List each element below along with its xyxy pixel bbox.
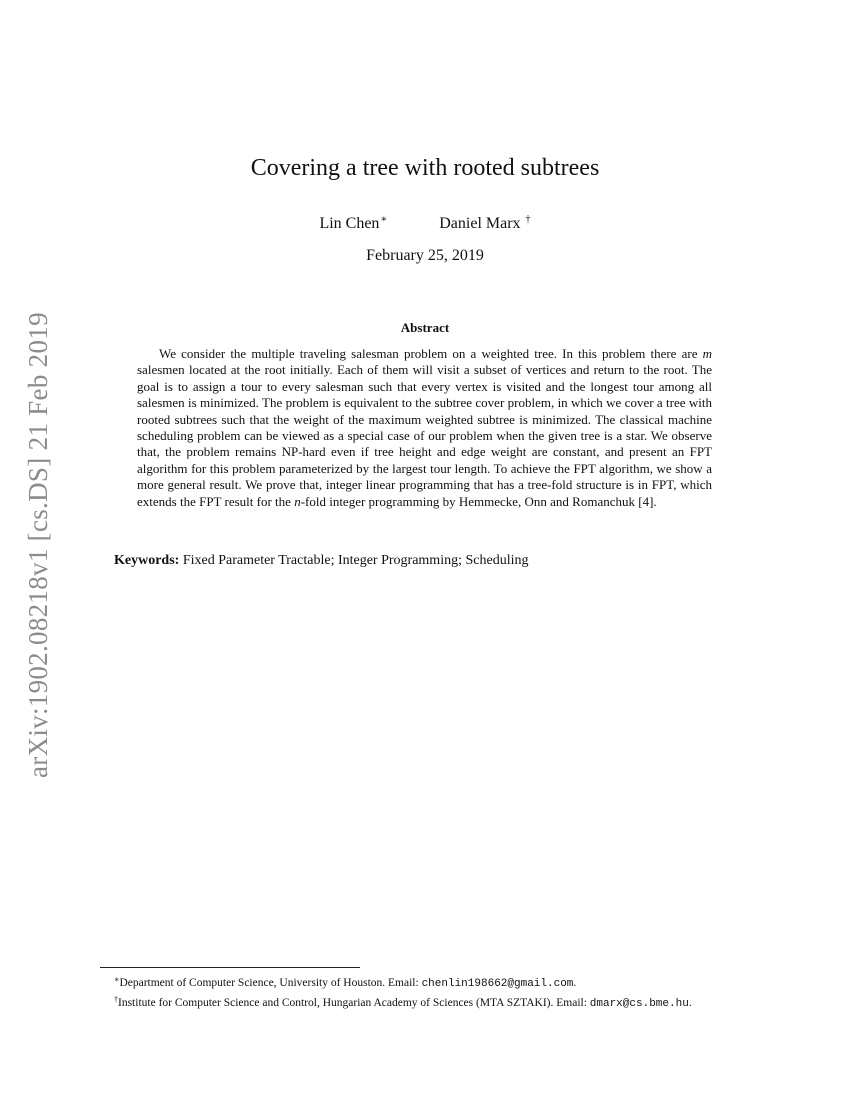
abstract-text [137,346,712,510]
abstract-part: We consider the multiple traveling salesman problem on a weighted tree. In this problem there are [159,346,703,361]
author-list [0,209,850,235]
footnote-rule [100,967,360,968]
math-variable-n: n [294,493,301,509]
arxiv-sidebar [18,298,58,778]
paper-title: Covering a tree with rooted subtrees [250,155,600,181]
author-lin-chen [319,209,387,235]
footnote-mark: ∗ [114,975,120,984]
author-daniel-marx [439,209,530,235]
author-name: Daniel Marx [439,215,521,232]
keywords-label: Keywords: [114,553,180,568]
footnote-mark[interactable]: † [525,214,531,225]
email-link[interactable]: chenlin198662@gmail.com [421,978,574,990]
abstract-part: -fold integer programming by Hemmecke, Onn and Romanchuk [4]. [300,493,657,509]
footnotes [114,972,814,1012]
footnote-end: . [688,997,692,1009]
math-variable-m: m [702,346,712,361]
footnote-text: Department of Computer Science, University of Houston. Email: [119,977,422,989]
keywords-text: Fixed Parameter Tractable; Integer Programming; Scheduling [179,553,529,568]
author-name: Lin Chen [319,215,380,232]
abstract-part: salesmen located at the root initially. Each of them will visit a subset of vertices and return to the root. The goal is to assign a tour to every salesman such that every vertex is visited and the longest tour among all salesmen is minimized. The problem is equivalent to the subtree cover problem, in which we cover a tree with rooted subtrees such that the weight of the maximum weighted subtree is minimized. The classical machine scheduling problem can be viewed as a special case of our problem when the given tree is a star. We observe that, the problem remains NP-hard even if tree height and edge weight are constant, and present an FPT algorithm for this problem parameterized by the largest tour length. To achieve the FPT algorithm, we show a more general result. We prove that, integer linear programming that has a tree-fold structure is in FPT, which extends the FPT result for the [137,362,712,509]
footnote-mark[interactable]: ∗ [380,214,388,225]
arxiv-identifier[interactable]: arXiv:1902.08218v1 [cs.DS] 21 Feb 2019 [23,312,53,778]
email-link[interactable]: dmarx@cs.bme.hu [589,998,689,1010]
footnote-text: Institute for Computer Science and Control, Hungarian Academy of Sciences (MTA SZTAKI). Email: [118,997,590,1009]
abstract-heading: Abstract [400,320,450,335]
keywords [114,551,754,571]
paper-date: February 25, 2019 [366,247,484,264]
footnote-end: . [573,977,577,989]
footnote-1 [114,972,814,992]
footnote-mark: † [114,995,118,1004]
footnote-2 [114,992,814,1012]
